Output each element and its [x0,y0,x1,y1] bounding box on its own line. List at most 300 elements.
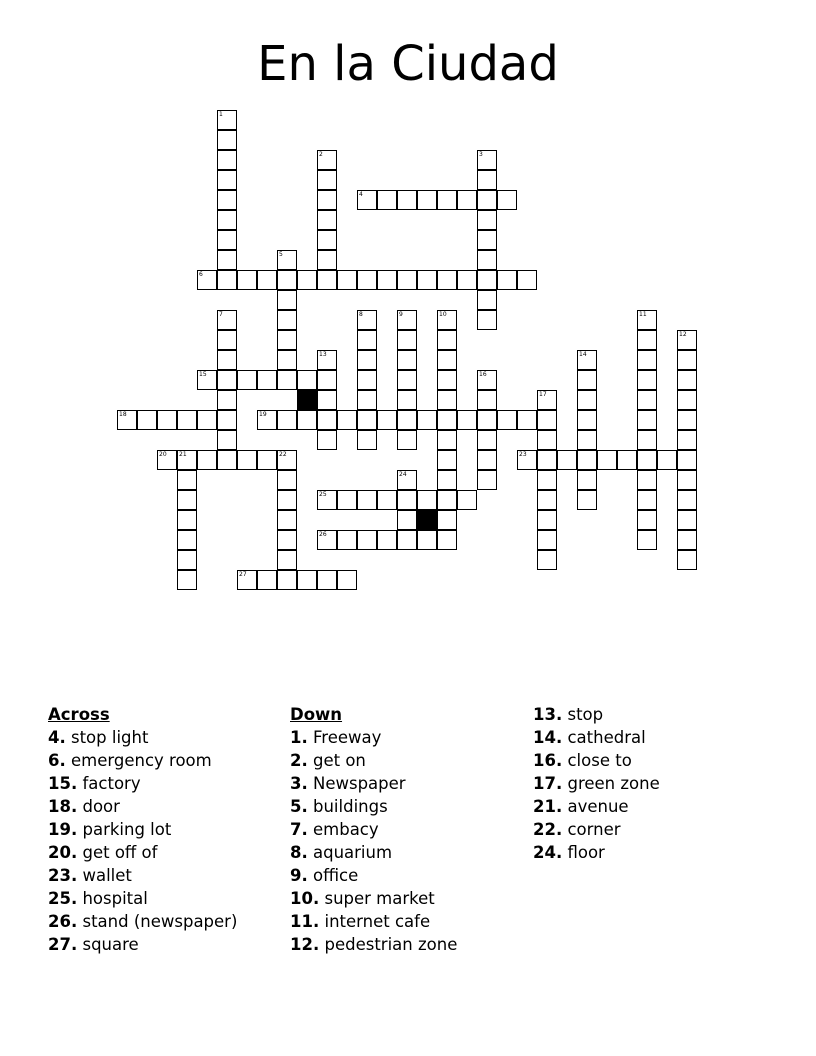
grid-cell[interactable] [217,250,237,270]
grid-cell[interactable] [497,270,517,290]
clue-number: 2 [319,151,323,158]
grid-cell[interactable] [257,410,277,430]
grid-cell[interactable] [437,510,457,530]
grid-cell[interactable] [337,570,357,590]
clue-number-label: 22. [533,820,563,839]
clue-text: office [307,866,359,885]
grid-cell[interactable] [257,570,277,590]
grid-cell[interactable] [437,370,457,390]
grid-cell[interactable] [357,390,377,410]
grid-cell[interactable] [337,410,357,430]
clue-number: 15 [199,371,207,378]
clue-text: corner [562,820,621,839]
grid-cell[interactable] [397,510,417,530]
grid-cell[interactable] [317,190,337,210]
clue-number-label: 13. [533,705,563,724]
grid-cell[interactable] [637,370,657,390]
clue-item [48,726,237,749]
clue-number-label: 17. [533,774,563,793]
grid-cell[interactable] [317,490,337,510]
grid-cell[interactable] [557,450,577,470]
grid-cell[interactable] [317,150,337,170]
clue-item [533,795,660,818]
clue-number: 19 [259,411,267,418]
down-clues [290,703,457,956]
grid-cell[interactable] [417,410,437,430]
grid-cell[interactable] [177,570,197,590]
grid-cell[interactable] [457,190,477,210]
grid-cell[interactable] [677,370,697,390]
clue-item [48,933,237,956]
grid-cell[interactable] [477,210,497,230]
clue-text: green zone [562,774,660,793]
clue-number: 3 [479,151,483,158]
clue-number-label: 19. [48,820,78,839]
clue-number-label: 15. [48,774,78,793]
grid-cell[interactable] [677,410,697,430]
clue-number: 18 [119,411,127,418]
clue-number: 7 [219,311,223,318]
clue-number-label: 14. [533,728,563,747]
clue-number-label: 25. [48,889,78,908]
grid-cell[interactable] [677,490,697,510]
grid-cell[interactable] [537,510,557,530]
grid-cell[interactable] [357,330,377,350]
clue-number-label: 10. [290,889,320,908]
clue-text: door [77,797,120,816]
grid-cell[interactable] [197,410,217,430]
clue-number-label: 7. [290,820,308,839]
clue-number-label: 1. [290,728,308,747]
clue-number: 20 [159,451,167,458]
down-clues-continued [533,703,660,864]
grid-cell[interactable] [277,250,297,270]
clue-number-label: 5. [290,797,308,816]
grid-cell[interactable] [317,530,337,550]
clue-item [533,841,660,864]
grid-cell[interactable] [217,350,237,370]
clue-number: 10 [439,311,447,318]
clue-item [48,887,237,910]
grid-cell[interactable] [397,390,417,410]
grid-cell[interactable] [457,270,477,290]
grid-cell[interactable] [477,290,497,310]
grid-cell[interactable] [197,270,217,290]
grid-cell[interactable] [397,470,417,490]
grid-cell[interactable] [617,450,637,470]
grid-cell[interactable] [277,350,297,370]
grid-cell[interactable] [537,410,557,430]
grid-cell[interactable] [317,570,337,590]
grid-cell[interactable] [437,430,457,450]
grid-cell[interactable] [417,190,437,210]
clue-item [533,703,660,726]
grid-cell[interactable] [277,330,297,350]
grid-cell[interactable] [437,470,457,490]
grid-cell[interactable] [397,370,417,390]
grid-cell[interactable] [477,370,497,390]
grid-cell[interactable] [217,130,237,150]
clue-item [48,864,237,887]
grid-cell[interactable] [217,390,237,410]
grid-cell[interactable] [297,570,317,590]
grid-cell[interactable] [137,410,157,430]
grid-cell[interactable] [537,530,557,550]
grid-cell[interactable] [537,550,557,570]
grid-cell[interactable] [577,390,597,410]
grid-cell[interactable] [217,150,237,170]
clue-text: stand (newspaper) [77,912,238,931]
clue-number-label: 8. [290,843,308,862]
clue-number: 25 [319,491,327,498]
grid-cell[interactable] [597,450,617,470]
grid-cell[interactable] [277,370,297,390]
clue-text: floor [562,843,605,862]
grid-cell[interactable] [177,550,197,570]
clue-text: hospital [77,889,148,908]
grid-cell[interactable] [217,210,237,230]
grid-cell[interactable] [477,450,497,470]
clue-item [290,772,457,795]
grid-cell[interactable] [477,230,497,250]
grid-cell[interactable] [637,530,657,550]
clue-item [290,726,457,749]
grid-cell[interactable] [397,490,417,510]
clue-text: Freeway [307,728,382,747]
clue-text: factory [77,774,141,793]
grid-cell[interactable] [257,270,277,290]
grid-cell[interactable] [437,390,457,410]
grid-cell[interactable] [377,410,397,430]
grid-cell[interactable] [317,170,337,190]
clue-number-label: 12. [290,935,320,954]
clue-item [48,772,237,795]
grid-cell[interactable] [677,430,697,450]
grid-cell[interactable] [437,450,457,470]
clue-number: 24 [399,471,407,478]
grid-cell[interactable] [577,370,597,390]
clue-text: stop light [65,728,149,747]
grid-cell[interactable] [477,430,497,450]
across-clues [48,703,237,956]
clue-number: 1 [219,111,223,118]
puzzle-title: En la Ciudad [257,36,559,92]
grid-cell[interactable] [157,450,177,470]
clue-number: 17 [539,391,547,398]
clue-number-label: 11. [290,912,320,931]
grid-cell[interactable] [437,350,457,370]
grid-cell[interactable] [177,450,197,470]
grid-cell[interactable] [217,170,237,190]
grid-cell[interactable] [317,250,337,270]
grid-cell[interactable] [217,370,237,390]
grid-cell[interactable] [477,190,497,210]
grid-cell[interactable] [397,430,417,450]
clue-number: 23 [519,451,527,458]
grid-cell[interactable] [677,530,697,550]
grid-cell[interactable] [277,490,297,510]
grid-cell[interactable] [337,530,357,550]
grid-cell[interactable] [537,470,557,490]
grid-cell[interactable] [637,350,657,370]
clue-item [290,841,457,864]
clue-text: buildings [307,797,388,816]
grid-cell[interactable] [637,450,657,470]
grid-cell[interactable] [217,430,237,450]
across-heading: Across [48,705,110,724]
grid-cell[interactable] [677,510,697,530]
grid-cell[interactable] [637,490,657,510]
grid-cell[interactable] [357,430,377,450]
clue-item [290,795,457,818]
grid-cell[interactable] [237,570,257,590]
clue-text: aquarium [307,843,393,862]
grid-cell[interactable] [357,490,377,510]
grid-cell[interactable] [577,430,597,450]
clue-item [290,910,457,933]
grid-cell[interactable] [357,370,377,390]
grid-cell[interactable] [457,410,477,430]
clue-number: 4 [359,191,363,198]
clue-item [290,887,457,910]
grid-cell[interactable] [677,550,697,570]
grid-cell[interactable] [497,190,517,210]
grid-cell[interactable] [677,450,697,470]
grid-cell[interactable] [437,270,457,290]
clue-number: 8 [359,311,363,318]
clue-item [48,795,237,818]
clue-text: pedestrian zone [319,935,458,954]
grid-cell[interactable] [417,270,437,290]
grid-cell[interactable] [197,450,217,470]
grid-cell[interactable] [397,310,417,330]
grid-cell[interactable] [437,490,457,510]
grid-cell[interactable] [637,330,657,350]
grid-cell[interactable] [237,370,257,390]
grid-cell[interactable] [237,450,257,470]
grid-cell[interactable] [377,270,397,290]
grid-cell[interactable] [257,450,277,470]
grid-cell[interactable] [517,450,537,470]
grid-cell[interactable] [477,150,497,170]
grid-cell[interactable] [337,270,357,290]
grid-cell[interactable] [277,290,297,310]
grid-cell[interactable] [217,270,237,290]
clue-number: 6 [199,271,203,278]
down-heading: Down [290,705,343,724]
clue-text: Newspaper [307,774,406,793]
clue-number: 16 [479,371,487,378]
clue-number: 14 [579,351,587,358]
grid-cell[interactable] [477,390,497,410]
grid-cell[interactable] [477,170,497,190]
grid-cell[interactable] [437,530,457,550]
grid-cell[interactable] [317,270,337,290]
clue-item [533,772,660,795]
grid-cell[interactable] [477,470,497,490]
grid-cell[interactable] [317,210,337,230]
grid-cell[interactable] [297,410,317,430]
grid-cell[interactable] [397,190,417,210]
grid-cell[interactable] [677,390,697,410]
clue-number-label: 2. [290,751,308,770]
grid-cell[interactable] [297,270,317,290]
clue-item [48,818,237,841]
grid-cell[interactable] [477,310,497,330]
grid-cell[interactable] [317,350,337,370]
grid-cell[interactable] [437,310,457,330]
grid-cell[interactable] [637,310,657,330]
clue-number: 26 [319,531,327,538]
grid-cell[interactable] [317,410,337,430]
grid-cell[interactable] [637,510,657,530]
clue-text: square [77,935,139,954]
clue-number-label: 18. [48,797,78,816]
grid-cell[interactable] [517,270,537,290]
grid-cell[interactable] [317,390,337,410]
grid-cell[interactable] [437,330,457,350]
clue-item [48,910,237,933]
grid-cell[interactable] [397,410,417,430]
grid-cell[interactable] [277,550,297,570]
grid-cell[interactable] [377,190,397,210]
grid-cell[interactable] [357,190,377,210]
clue-number: 22 [279,451,287,458]
grid-cell[interactable] [397,330,417,350]
clue-number-label: 20. [48,843,78,862]
grid-cell[interactable] [677,350,697,370]
grid-cell[interactable] [357,530,377,550]
grid-cell[interactable] [437,190,457,210]
clue-number-label: 3. [290,774,308,793]
grid-cell[interactable] [177,490,197,510]
grid-cell[interactable] [537,390,557,410]
grid-cell[interactable] [217,410,237,430]
grid-cell[interactable] [277,570,297,590]
clue-number: 27 [239,571,247,578]
grid-cell[interactable] [517,410,537,430]
grid-cell[interactable] [657,450,677,470]
grid-cell[interactable] [317,370,337,390]
clue-number-label: 21. [533,797,563,816]
clue-text: cathedral [562,728,646,747]
clue-text: close to [562,751,632,770]
clue-item [290,933,457,956]
clue-number-label: 23. [48,866,78,885]
clue-text: super market [319,889,435,908]
clue-text: emergency room [65,751,212,770]
grid-cell[interactable] [357,270,377,290]
black-square [297,390,317,410]
grid-cell[interactable] [497,410,517,430]
grid-cell[interactable] [637,390,657,410]
grid-cell[interactable] [357,310,377,330]
grid-cell[interactable] [577,470,597,490]
grid-cell[interactable] [577,490,597,510]
clue-number-label: 16. [533,751,563,770]
grid-cell[interactable] [417,530,437,550]
clue-text: get off of [77,843,158,862]
grid-cell[interactable] [357,350,377,370]
grid-cell[interactable] [257,370,277,390]
grid-cell[interactable] [537,450,557,470]
grid-cell[interactable] [637,430,657,450]
grid-cell[interactable] [297,370,317,390]
grid-cell[interactable] [277,270,297,290]
grid-cell[interactable] [677,470,697,490]
grid-cell[interactable] [477,410,497,430]
grid-cell[interactable] [157,410,177,430]
grid-cell[interactable] [317,230,337,250]
grid-cell[interactable] [277,410,297,430]
grid-cell[interactable] [337,490,357,510]
clue-number: 13 [319,351,327,358]
grid-cell[interactable] [217,310,237,330]
grid-cell[interactable] [217,230,237,250]
grid-cell[interactable] [217,110,237,130]
grid-cell[interactable] [217,330,237,350]
grid-cell[interactable] [397,270,417,290]
grid-cell[interactable] [397,350,417,370]
grid-cell[interactable] [277,470,297,490]
grid-cell[interactable] [277,450,297,470]
grid-cell[interactable] [177,510,197,530]
grid-cell[interactable] [277,510,297,530]
grid-cell[interactable] [277,310,297,330]
grid-cell[interactable] [357,410,377,430]
black-square [417,510,437,530]
clue-text: wallet [77,866,132,885]
grid-cell[interactable] [117,410,137,430]
grid-cell[interactable] [177,410,197,430]
grid-cell[interactable] [537,490,557,510]
grid-cell[interactable] [237,270,257,290]
clue-number: 5 [279,251,283,258]
grid-cell[interactable] [277,530,297,550]
grid-cell[interactable] [477,250,497,270]
clue-number: 21 [179,451,187,458]
clue-text: avenue [562,797,629,816]
grid-cell[interactable] [377,530,397,550]
clue-text: internet cafe [319,912,431,931]
clue-text: stop [562,705,604,724]
grid-cell[interactable] [677,330,697,350]
grid-cell[interactable] [577,410,597,430]
clue-number: 11 [639,311,647,318]
grid-cell[interactable] [477,270,497,290]
grid-cell[interactable] [397,530,417,550]
grid-cell[interactable] [197,370,217,390]
grid-cell[interactable] [217,450,237,470]
grid-cell[interactable] [577,450,597,470]
grid-cell[interactable] [217,190,237,210]
grid-cell[interactable] [637,410,657,430]
clue-item [48,841,237,864]
grid-cell[interactable] [437,410,457,430]
grid-cell[interactable] [317,430,337,450]
grid-cell[interactable] [177,470,197,490]
grid-cell[interactable] [537,430,557,450]
grid-cell[interactable] [177,530,197,550]
clue-number-label: 26. [48,912,78,931]
clue-number: 9 [399,311,403,318]
grid-cell[interactable] [377,490,397,510]
grid-cell[interactable] [637,470,657,490]
grid-cell[interactable] [577,350,597,370]
clue-number-label: 27. [48,935,78,954]
grid-cell[interactable] [457,490,477,510]
grid-cell[interactable] [417,490,437,510]
